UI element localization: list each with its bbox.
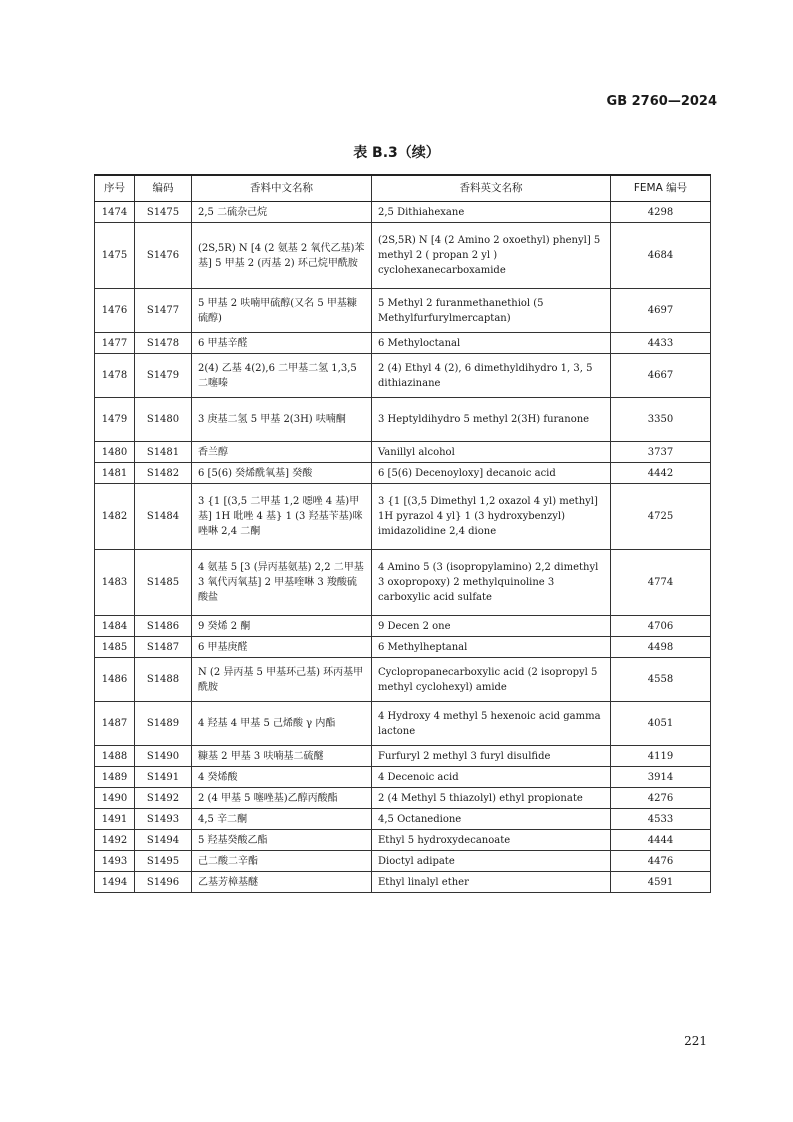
- row-code: S1496: [135, 872, 192, 893]
- row-code: S1485: [135, 550, 192, 616]
- row-english-name: 5 Methyl 2 furanmethanethiol (5 Methylfurfurylmercaptan): [372, 289, 611, 333]
- row-english-name: 6 [5(6) Decenoyloxy] decanoic acid: [372, 463, 611, 484]
- row-number: 1482: [95, 484, 135, 550]
- row-fema-number: 4774: [611, 550, 711, 616]
- table-row: [95, 702, 711, 746]
- table-row: [95, 333, 711, 354]
- row-number: 1478: [95, 354, 135, 398]
- row-chinese-name: 5 甲基 2 呋喃甲硫醇(又名 5 甲基糠硫醇): [192, 289, 372, 333]
- column-header-no: 序号: [95, 175, 135, 202]
- row-english-name: 4,5 Octanedione: [372, 809, 611, 830]
- row-number: 1491: [95, 809, 135, 830]
- row-chinese-name: 4 羟基 4 甲基 5 己烯酸 γ 内酯: [192, 702, 372, 746]
- row-fema-number: 4725: [611, 484, 711, 550]
- row-code: S1477: [135, 289, 192, 333]
- row-chinese-name: 2,5 二硫杂己烷: [192, 202, 372, 223]
- row-chinese-name: 4 癸烯酸: [192, 767, 372, 788]
- table-row: [95, 354, 711, 398]
- table-row: [95, 398, 711, 442]
- row-number: 1475: [95, 223, 135, 289]
- row-code: S1482: [135, 463, 192, 484]
- row-chinese-name: 3 庚基二氢 5 甲基 2(3H) 呋喃酮: [192, 398, 372, 442]
- row-fema-number: 4476: [611, 851, 711, 872]
- row-code: S1490: [135, 746, 192, 767]
- row-number: 1484: [95, 616, 135, 637]
- table-row: [95, 463, 711, 484]
- row-code: S1484: [135, 484, 192, 550]
- row-fema-number: 4533: [611, 809, 711, 830]
- row-code: S1493: [135, 809, 192, 830]
- row-fema-number: 3350: [611, 398, 711, 442]
- table-body: [95, 202, 711, 893]
- row-number: 1492: [95, 830, 135, 851]
- row-fema-number: 4684: [611, 223, 711, 289]
- table-row: [95, 767, 711, 788]
- column-header-english-name: 香料英文名称: [372, 175, 611, 202]
- row-code: S1478: [135, 333, 192, 354]
- row-code: S1476: [135, 223, 192, 289]
- row-number: 1494: [95, 872, 135, 893]
- row-chinese-name: N (2 异丙基 5 甲基环己基) 环丙基甲酰胺: [192, 658, 372, 702]
- row-code: S1479: [135, 354, 192, 398]
- table-caption: 表 B.3（续）: [353, 145, 440, 161]
- row-fema-number: 4444: [611, 830, 711, 851]
- table-row: [95, 872, 711, 893]
- row-number: 1487: [95, 702, 135, 746]
- row-fema-number: 4442: [611, 463, 711, 484]
- table-row: [95, 830, 711, 851]
- row-code: S1475: [135, 202, 192, 223]
- row-number: 1486: [95, 658, 135, 702]
- row-chinese-name: (2S,5R) N [4 (2 氨基 2 氧代乙基)苯基] 5 甲基 2 (丙基 2) 环己烷甲酰胺: [192, 223, 372, 289]
- standard-code: GB 2760—2024: [606, 94, 717, 109]
- row-number: 1481: [95, 463, 135, 484]
- row-english-name: Dioctyl adipate: [372, 851, 611, 872]
- row-code: S1494: [135, 830, 192, 851]
- row-fema-number: 4558: [611, 658, 711, 702]
- row-fema-number: 4298: [611, 202, 711, 223]
- row-english-name: 2,5 Dithiahexane: [372, 202, 611, 223]
- row-code: S1488: [135, 658, 192, 702]
- table-row: [95, 788, 711, 809]
- flavoring-table: [94, 174, 711, 893]
- row-english-name: 4 Decenoic acid: [372, 767, 611, 788]
- row-code: S1487: [135, 637, 192, 658]
- row-code: S1480: [135, 398, 192, 442]
- row-fema-number: 4433: [611, 333, 711, 354]
- row-number: 1476: [95, 289, 135, 333]
- row-chinese-name: 香兰醇: [192, 442, 372, 463]
- row-english-name: Ethyl linalyl ether: [372, 872, 611, 893]
- row-english-name: 6 Methylheptanal: [372, 637, 611, 658]
- table-row: [95, 851, 711, 872]
- row-number: 1485: [95, 637, 135, 658]
- row-chinese-name: 6 甲基辛醛: [192, 333, 372, 354]
- table-row: [95, 289, 711, 333]
- row-fema-number: 4706: [611, 616, 711, 637]
- table-row: [95, 550, 711, 616]
- column-header-chinese-name: 香料中文名称: [192, 175, 372, 202]
- row-number: 1493: [95, 851, 135, 872]
- row-number: 1477: [95, 333, 135, 354]
- row-english-name: Cyclopropanecarboxylic acid (2 isopropyl 5 methyl cyclohexyl) amide: [372, 658, 611, 702]
- row-number: 1489: [95, 767, 135, 788]
- column-header-fema: FEMA 编号: [611, 175, 711, 202]
- row-chinese-name: 9 癸烯 2 酮: [192, 616, 372, 637]
- column-header-code: 编码: [135, 175, 192, 202]
- row-fema-number: 4591: [611, 872, 711, 893]
- row-fema-number: 4697: [611, 289, 711, 333]
- row-chinese-name: 4,5 辛二酮: [192, 809, 372, 830]
- row-chinese-name: 6 甲基庚醛: [192, 637, 372, 658]
- row-code: S1495: [135, 851, 192, 872]
- table-row: [95, 658, 711, 702]
- row-english-name: Ethyl 5 hydroxydecanoate: [372, 830, 611, 851]
- table-row: [95, 484, 711, 550]
- row-english-name: 3 {1 [(3,5 Dimethyl 1,2 oxazol 4 yl) methyl] 1H pyrazol 4 yl} 1 (3 hydroxybenzyl) imidazolidine 2,4 dione: [372, 484, 611, 550]
- row-chinese-name: 糠基 2 甲基 3 呋喃基二硫醚: [192, 746, 372, 767]
- table-row: [95, 637, 711, 658]
- table-row: [95, 746, 711, 767]
- row-fema-number: 4276: [611, 788, 711, 809]
- row-fema-number: 3737: [611, 442, 711, 463]
- table-header-row: [95, 175, 711, 202]
- row-number: 1479: [95, 398, 135, 442]
- row-fema-number: 3914: [611, 767, 711, 788]
- row-code: S1492: [135, 788, 192, 809]
- row-english-name: (2S,5R) N [4 (2 Amino 2 oxoethyl) phenyl] 5 methyl 2 ( propan 2 yl ) cyclohexanecarboxamide: [372, 223, 611, 289]
- row-code: S1481: [135, 442, 192, 463]
- row-number: 1483: [95, 550, 135, 616]
- row-number: 1490: [95, 788, 135, 809]
- row-english-name: 9 Decen 2 one: [372, 616, 611, 637]
- row-code: S1489: [135, 702, 192, 746]
- row-chinese-name: 3 {1 [(3,5 二甲基 1,2 噁唑 4 基)甲基] 1H 吡唑 4 基} 1 (3 羟基苄基)咪唑啉 2,4 二酮: [192, 484, 372, 550]
- row-english-name: Vanillyl alcohol: [372, 442, 611, 463]
- page-number: 221: [684, 1034, 707, 1048]
- row-code: S1491: [135, 767, 192, 788]
- row-chinese-name: 己二酸二辛酯: [192, 851, 372, 872]
- row-chinese-name: 6 [5(6) 癸烯酰氧基] 癸酸: [192, 463, 372, 484]
- row-english-name: 4 Amino 5 (3 (isopropylamino) 2,2 dimethyl 3 oxopropoxy) 2 methylquinoline 3 carboxylic acid sulfate: [372, 550, 611, 616]
- table-row: [95, 442, 711, 463]
- row-english-name: 4 Hydroxy 4 methyl 5 hexenoic acid gamma lactone: [372, 702, 611, 746]
- table-row: [95, 202, 711, 223]
- table-row: [95, 223, 711, 289]
- table-row: [95, 809, 711, 830]
- row-english-name: 3 Heptyldihydro 5 methyl 2(3H) furanone: [372, 398, 611, 442]
- row-code: S1486: [135, 616, 192, 637]
- row-number: 1488: [95, 746, 135, 767]
- row-chinese-name: 4 氨基 5 [3 (异丙基氨基) 2,2 二甲基 3 氧代丙氧基] 2 甲基喹啉 3 羧酸硫酸盐: [192, 550, 372, 616]
- row-english-name: 2 (4 Methyl 5 thiazolyl) ethyl propionate: [372, 788, 611, 809]
- row-fema-number: 4498: [611, 637, 711, 658]
- row-fema-number: 4667: [611, 354, 711, 398]
- table-row: [95, 616, 711, 637]
- row-number: 1474: [95, 202, 135, 223]
- row-fema-number: 4051: [611, 702, 711, 746]
- row-chinese-name: 2(4) 乙基 4(2),6 二甲基二氢 1,3,5 二噻嗪: [192, 354, 372, 398]
- row-english-name: 2 (4) Ethyl 4 (2), 6 dimethyldihydro 1, 3, 5 dithiazinane: [372, 354, 611, 398]
- row-fema-number: 4119: [611, 746, 711, 767]
- row-chinese-name: 5 羟基癸酸乙酯: [192, 830, 372, 851]
- row-chinese-name: 乙基芳樟基醚: [192, 872, 372, 893]
- row-english-name: 6 Methyloctanal: [372, 333, 611, 354]
- row-english-name: Furfuryl 2 methyl 3 furyl disulfide: [372, 746, 611, 767]
- row-number: 1480: [95, 442, 135, 463]
- row-chinese-name: 2 (4 甲基 5 噻唑基)乙醇丙酸酯: [192, 788, 372, 809]
